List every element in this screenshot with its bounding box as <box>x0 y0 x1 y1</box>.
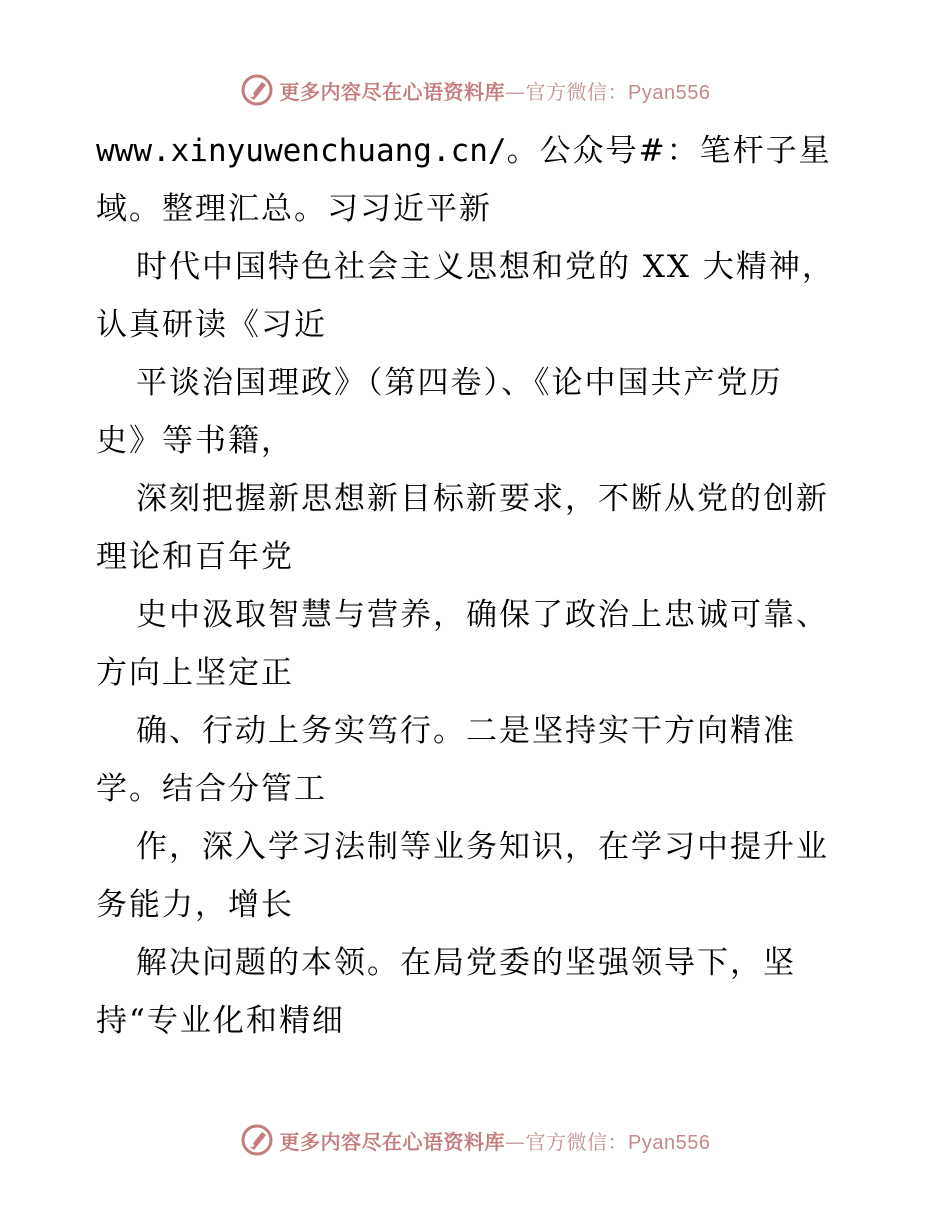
body-line-8: 理论和百年党 <box>96 539 294 575</box>
body-line-13: 作，深入学习法制等业务知识，在学习中提升业 <box>136 829 829 865</box>
footer-brand: 更多内容尽在心语资料库 <box>279 1129 506 1154</box>
body-line-5: 平谈治国理政》（第四卷）、《论中国共产党历 <box>136 365 783 401</box>
header-separator: — <box>505 79 526 104</box>
footer-separator: — <box>505 1129 526 1154</box>
header-brand: 更多内容尽在心语资料库 <box>279 79 506 104</box>
body-line-3: 时代中国特色社会主义思想和党的 XX 大精神， <box>136 249 835 285</box>
header-wechat-label: 官方微信： <box>525 79 629 104</box>
body-line-4: 认真研读《习近 <box>96 307 327 343</box>
pen-circle-logo-icon <box>240 1123 274 1157</box>
website-url: www.xinyuwenchuang.cn/ <box>96 133 507 169</box>
header-wechat-id: Pyan556 <box>628 81 711 104</box>
body-line-16: 持“专业化和精细 <box>96 1003 345 1039</box>
body-line-2: 域。整理汇总。习习近平新 <box>96 191 492 227</box>
footer-wechat-id: Pyan556 <box>628 1131 711 1154</box>
document-body <box>96 122 876 1050</box>
body-line-12: 学。结合分管工 <box>96 771 327 807</box>
footer-banner <box>0 1120 950 1160</box>
body-line-10: 方向上坚定正 <box>96 655 294 691</box>
body-line-1 <box>96 122 876 180</box>
body-line-9: 史中汲取智慧与营养，确保了政治上忠诚可靠、 <box>136 597 829 633</box>
body-line-11: 确、行动上务实笃行。二是坚持实干方向精准 <box>136 713 796 749</box>
body-line-7: 深刻把握新思想新目标新要求，不断从党的创新 <box>136 481 829 517</box>
footer-wechat-label: 官方微信： <box>525 1129 629 1154</box>
header-text <box>280 76 711 105</box>
header-banner <box>0 70 950 110</box>
body-line-14: 务能力，增长 <box>96 887 294 923</box>
footer-text <box>280 1126 711 1155</box>
body-line-6: 史》等书籍， <box>96 423 294 459</box>
body-line-15: 解决问题的本领。在局党委的坚强领导下，坚 <box>136 945 796 981</box>
body-line-1-text: 。公众号#：笔杆子星 <box>506 133 832 169</box>
pen-circle-logo-icon <box>240 73 274 107</box>
